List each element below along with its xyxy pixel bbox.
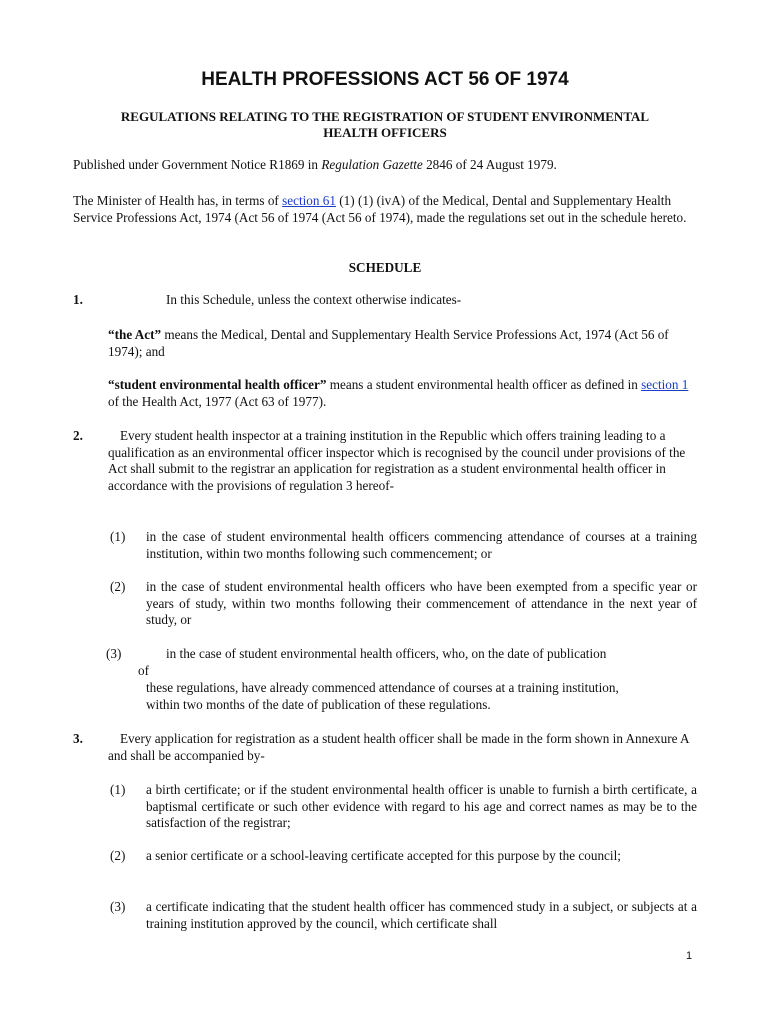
- reg2-item2-label: (2): [110, 579, 126, 594]
- reg2-text: Every student health inspector at a training institution in the Republic which offers training leading to a qualification as an environmental officer inspector which is recognised by the council under provisions of the Act shall submit to the registrar an application for registration as a student environmental health officer in accordance with the provisions of regulation 3 hereof-: [108, 428, 686, 493]
- reg3-item2-text: a senior certificate or a school-leaving certificate accepted for this purpose by the council;: [146, 848, 621, 863]
- reg2-item3-text-c: these regulations, have already commenced attendance of courses at a training institution, within two months of the date of publication of these regulations.: [146, 680, 619, 712]
- definition-the-act: [108, 327, 698, 360]
- intro-paragraph: [73, 193, 698, 226]
- reg1-number: 1.: [73, 292, 83, 307]
- reg2-number: 2.: [73, 428, 83, 443]
- intro-text-a: The Minister of Health has, in terms of: [73, 193, 283, 208]
- reg2-item3-text-a: in the case of student environmental health officers, who, on the date of publication: [166, 646, 607, 661]
- def2-term: “student environmental health officer”: [108, 377, 327, 392]
- reg2-item3-text-b: of: [138, 663, 149, 678]
- def1-text: means the Medical, Dental and Supplementary Health Service Professions Act, 1974 (Act 56 of 1974); and: [108, 327, 669, 359]
- intro-text-b: (1) (1) (ivA) of the Medical, Dental and Supplementary Health Service Professions Act, 1974 (Act 56 of 1974 (Act 56 of 1974), made the regulations set out in the schedule hereto.: [73, 193, 687, 225]
- document-subtitle: REGULATIONS RELATING TO THE REGISTRATION OF STUDENT ENVIRONMENTAL HEALTH OFFICERS: [120, 109, 650, 140]
- reg3-item3-text: a certificate indicating that the student health officer has commenced study in a subject, or subjects at a training institution approved by the council, which certificate shall: [146, 899, 697, 931]
- reg3-number: 3.: [73, 731, 83, 746]
- page-number: 1: [686, 950, 693, 962]
- section-61-link[interactable]: section 61: [282, 193, 336, 208]
- document-title: HEALTH PROFESSIONS ACT 56 OF 1974: [201, 69, 569, 90]
- reg2-item3-label: (3): [106, 646, 122, 661]
- section-1-link[interactable]: section 1: [641, 377, 689, 392]
- reg3-item2-label: (2): [110, 848, 126, 863]
- published-suffix: 2846 of 24 August 1979.: [422, 157, 557, 172]
- schedule-heading: SCHEDULE: [348, 260, 422, 275]
- def1-term: “the Act”: [108, 327, 162, 342]
- reg1-text: In this Schedule, unless the context otherwise indicates-: [166, 292, 462, 307]
- reg3-item1-text: a birth certificate; or if the student environmental health officer is unable to furnish a birth certificate, a baptismal certificate or such other evidence with regard to his age and correct names as may be to the satisfaction of the registrar;: [146, 782, 697, 830]
- reg3-text: Every application for registration as a student health officer shall be made in the form shown in Annexure A and shall be accompanied by-: [108, 731, 689, 763]
- def2-text-b: of the Health Act, 1977 (Act 63 of 1977).: [108, 393, 327, 409]
- reg2-item1-text: in the case of student environmental health officers commencing attendance of courses at a training institution, within two months following such commencement; or: [146, 529, 697, 561]
- reg2-item1-label: (1): [110, 529, 126, 544]
- definition-student-officer: [108, 377, 698, 410]
- gazette-name: Regulation Gazette: [321, 157, 423, 172]
- published-prefix: Published under Government Notice R1869 in: [73, 157, 322, 172]
- reg2-item2-text: in the case of student environmental health officers who have been exempted from a specific year or years of study, within two months following their commencement of attendance in the next year of study, or: [146, 579, 697, 627]
- published-note: [73, 157, 698, 174]
- reg3-item3-label: (3): [110, 899, 126, 914]
- def2-text-a: means a student environmental health officer as defined in: [326, 377, 642, 392]
- reg3-item1-label: (1): [110, 782, 126, 797]
